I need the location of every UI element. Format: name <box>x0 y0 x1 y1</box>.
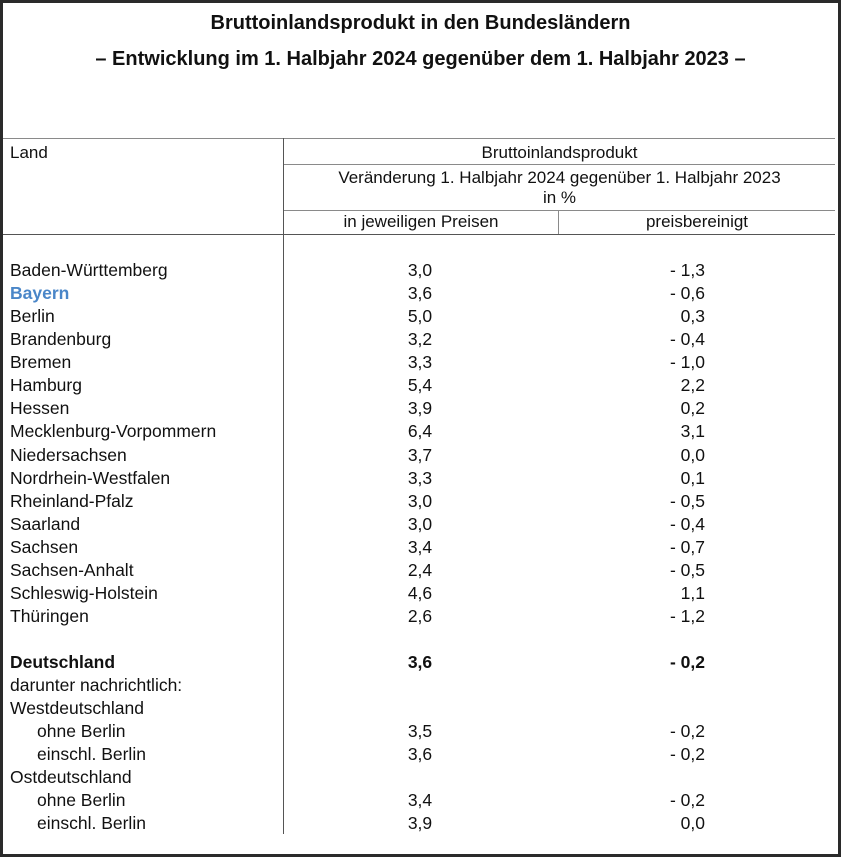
value-price-adjusted: - 0,5 <box>669 490 705 511</box>
header-land: Land <box>10 143 48 162</box>
table-row <box>0 605 841 628</box>
land-cell: Rheinland-Pfalz <box>10 490 134 511</box>
value-price-adjusted: 0,3 <box>680 306 705 327</box>
value-current-prices: 3,0 <box>407 513 433 534</box>
land-cell: Mecklenburg-Vorpommern <box>10 421 217 442</box>
land-cell: Hamburg <box>10 375 82 396</box>
value-price-adjusted: 2,2 <box>680 375 705 396</box>
value-price-adjusted: 0,0 <box>680 813 705 834</box>
value-current-prices: 3,5 <box>407 721 433 742</box>
value-current-prices: 3,0 <box>407 490 433 511</box>
value-price-adjusted: - 0,2 <box>669 721 705 742</box>
value-current-prices: 6,4 <box>407 421 433 442</box>
header-col1: in jeweiligen Preisen <box>343 212 499 231</box>
value-price-adjusted: - 0,4 <box>669 513 705 534</box>
value-current-prices: 3,6 <box>407 283 433 304</box>
value-current-prices: 4,6 <box>407 582 433 603</box>
land-cell: Berlin <box>10 306 55 327</box>
value-current-prices: 5,0 <box>407 306 433 327</box>
header-top-rule <box>3 138 835 139</box>
table-row <box>0 328 841 351</box>
land-cell: Nordrhein-Westfalen <box>10 467 171 488</box>
header-bottom-rule <box>3 234 835 235</box>
value-price-adjusted: - 0,2 <box>669 744 705 765</box>
value-current-prices: 3,2 <box>407 329 433 350</box>
title-line-1: Bruttoinlandsprodukt in den Bundesländern <box>210 12 631 34</box>
table-row <box>0 651 841 674</box>
value-price-adjusted: - 0,6 <box>669 283 705 304</box>
value-current-prices: 2,6 <box>407 606 433 627</box>
table-row <box>0 259 841 282</box>
land-cell: einschl. Berlin <box>37 744 146 765</box>
value-current-prices: 3,9 <box>407 398 433 419</box>
table-row <box>0 674 841 697</box>
table-row <box>0 789 841 812</box>
land-cell: Ostdeutschland <box>10 767 132 788</box>
value-price-adjusted: - 0,7 <box>669 536 705 557</box>
value-price-adjusted: - 1,2 <box>669 606 705 627</box>
table-row <box>0 743 841 766</box>
value-price-adjusted: 0,2 <box>680 398 705 419</box>
value-current-prices: 3,3 <box>407 467 433 488</box>
value-current-prices: 3,6 <box>407 744 433 765</box>
table-row <box>0 766 841 789</box>
table-row <box>0 582 841 605</box>
table-row <box>0 536 841 559</box>
land-cell: Sachsen-Anhalt <box>10 559 134 580</box>
land-cell: Westdeutschland <box>10 698 144 719</box>
value-price-adjusted: 1,1 <box>680 582 705 603</box>
table-row <box>0 397 841 420</box>
value-current-prices: 3,4 <box>407 790 433 811</box>
table-row <box>0 351 841 374</box>
land-cell: Sachsen <box>10 536 79 557</box>
value-current-prices: 3,0 <box>407 260 433 280</box>
header-group: Bruttoinlandsprodukt <box>481 143 638 162</box>
value-current-prices: 3,6 <box>407 652 433 672</box>
table-row <box>0 305 841 328</box>
land-cell: ohne Berlin <box>37 721 126 742</box>
value-current-prices: 3,4 <box>407 536 433 557</box>
table-row <box>0 420 841 443</box>
value-price-adjusted: - 1,0 <box>669 352 705 373</box>
land-cell: Niedersachsen <box>10 444 127 465</box>
header-unit: in % <box>542 188 577 207</box>
header-subgroup: Veränderung 1. Halbjahr 2024 gegenüber 1. Halbjahr 2023 <box>338 168 781 187</box>
table-row <box>0 513 841 536</box>
value-current-prices: 3,3 <box>407 352 433 373</box>
land-cell: Brandenburg <box>10 329 112 350</box>
value-price-adjusted: - 1,3 <box>669 260 705 280</box>
value-price-adjusted: 0,1 <box>680 467 705 488</box>
table-row <box>0 720 841 743</box>
table-row <box>0 444 841 467</box>
title-line-2: – Entwicklung im 1. Halbjahr 2024 gegenüber dem 1. Halbjahr 2023 – <box>95 48 746 70</box>
table-row <box>0 282 841 305</box>
value-price-adjusted: 0,0 <box>680 444 705 465</box>
land-cell: Thüringen <box>10 606 89 627</box>
header-rule-1 <box>283 164 835 165</box>
value-price-adjusted: - 0,4 <box>669 329 705 350</box>
value-price-adjusted: 3,1 <box>680 421 705 442</box>
land-cell: Schleswig-Holstein <box>10 582 158 603</box>
table-row <box>0 374 841 397</box>
land-cell: einschl. Berlin <box>37 813 146 834</box>
value-current-prices: 2,4 <box>407 559 433 580</box>
land-cell: ohne Berlin <box>37 790 126 811</box>
table-row <box>0 467 841 490</box>
table-row <box>0 697 841 720</box>
value-current-prices: 3,9 <box>407 813 433 834</box>
land-cell: Bremen <box>10 352 72 373</box>
table-row <box>0 812 841 835</box>
value-current-prices: 3,7 <box>407 444 433 465</box>
land-cell: Deutschland <box>10 652 116 672</box>
land-cell: Baden-Württemberg <box>10 260 168 280</box>
value-price-adjusted: - 0,2 <box>669 790 705 811</box>
land-cell: Hessen <box>10 398 70 419</box>
table-row <box>0 490 841 513</box>
land-cell: darunter nachrichtlich: <box>10 675 183 696</box>
table-row <box>0 559 841 582</box>
value-price-adjusted: - 0,2 <box>669 652 705 672</box>
header-rule-2 <box>283 210 835 211</box>
land-cell: Bayern <box>10 283 70 304</box>
header-col2: preisbereinigt <box>645 212 749 231</box>
value-price-adjusted: - 0,5 <box>669 559 705 580</box>
value-current-prices: 5,4 <box>407 375 433 396</box>
land-cell: Saarland <box>10 513 81 534</box>
